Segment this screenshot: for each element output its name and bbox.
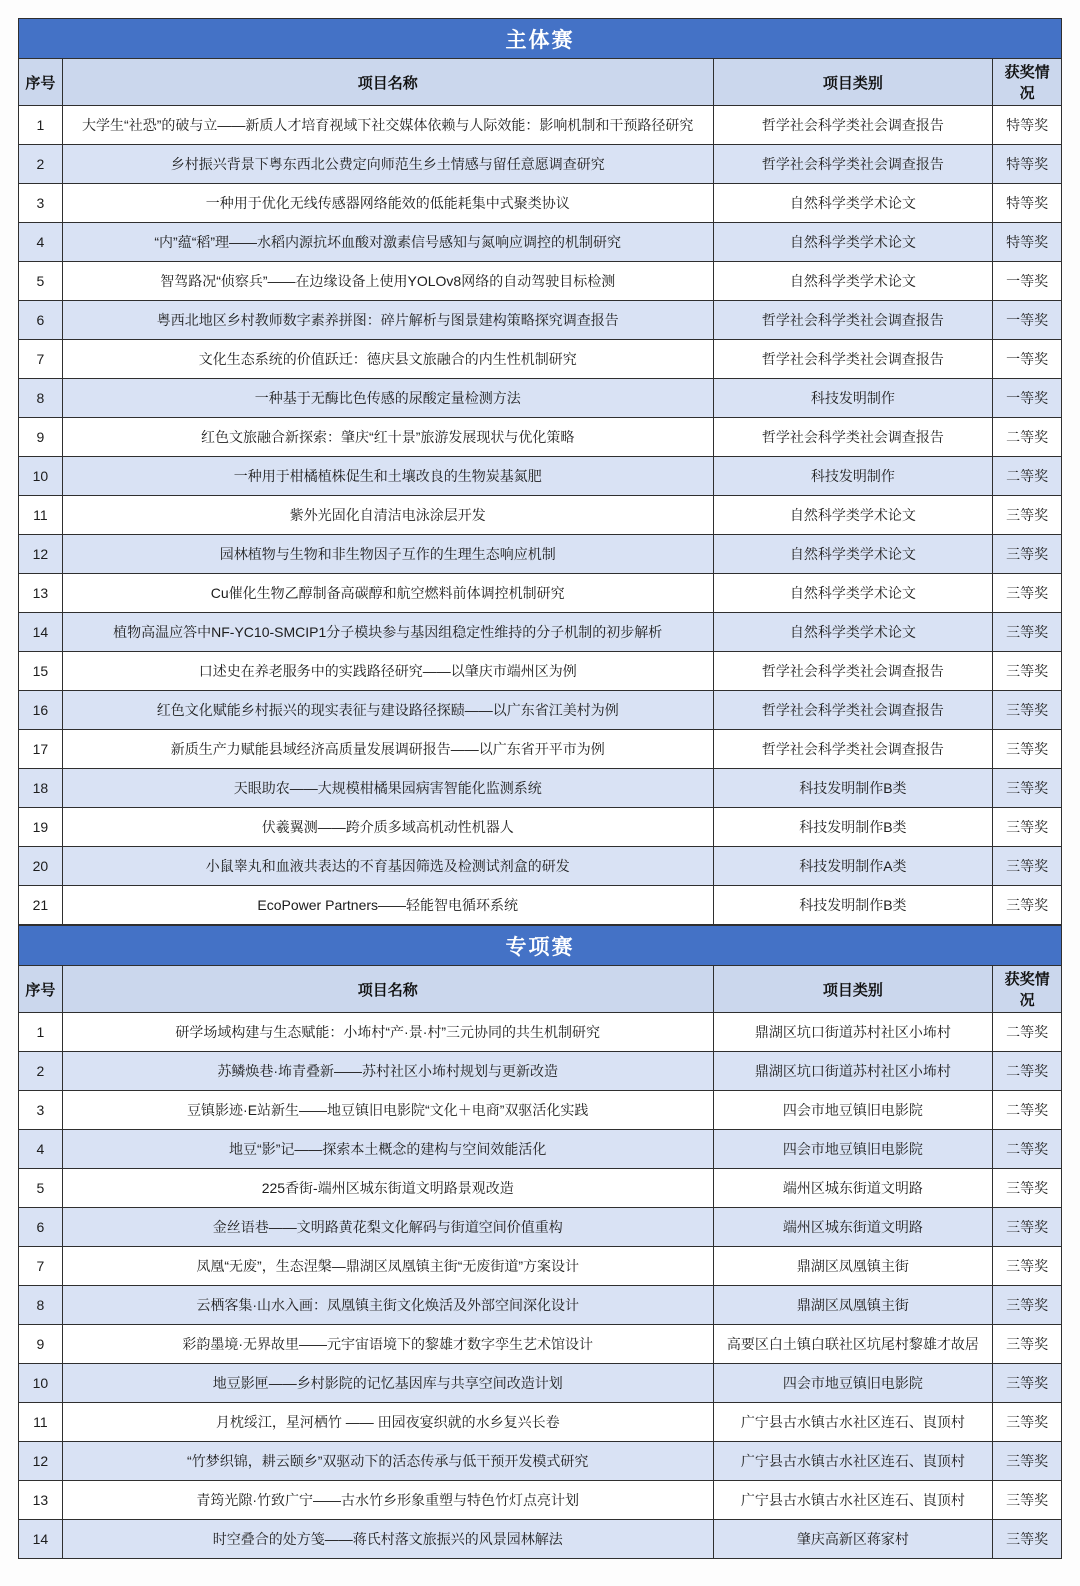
table-row [19,1481,1062,1520]
row-number-cell: 7 [19,1247,63,1286]
project-category-cell: 科技发明制作B类 [713,769,993,808]
row-number-cell: 9 [19,418,63,457]
award-cell: 三等奖 [993,691,1062,730]
award-cell: 二等奖 [993,1130,1062,1169]
project-name-cell: Cu催化生物乙醇制备高碳醇和航空燃料前体调控机制研究 [62,574,713,613]
project-category-cell: 自然科学类学术论文 [713,496,993,535]
project-category-cell: 哲学社会科学类社会调查报告 [713,301,993,340]
project-category-cell: 哲学社会科学类社会调查报告 [713,691,993,730]
project-name-cell: 彩韵墨境·无界故里——元宇宙语境下的黎雄才数字孪生艺术馆设计 [62,1325,713,1364]
project-category-cell: 四会市地豆镇旧电影院 [713,1091,993,1130]
column-header-award: 获奖情况 [993,966,1062,1013]
project-name-cell: 时空叠合的处方笺——蒋氏村落文旅振兴的风景园林解法 [62,1520,713,1559]
section-table-main [18,18,1062,925]
award-cell: 三等奖 [993,574,1062,613]
row-number-cell: 6 [19,1208,63,1247]
project-name-cell: 新质生产力赋能县域经济高质量发展调研报告——以广东省开平市为例 [62,730,713,769]
column-header-no: 序号 [19,966,63,1013]
project-category-cell: 自然科学类学术论文 [713,613,993,652]
project-category-cell: 科技发明制作 [713,457,993,496]
project-category-cell: 哲学社会科学类社会调查报告 [713,652,993,691]
project-name-cell: 金丝语巷——文明路黄花梨文化解码与街道空间价值重构 [62,1208,713,1247]
table-row [19,1052,1062,1091]
award-cell: 三等奖 [993,652,1062,691]
table-row [19,496,1062,535]
section-table-special [18,925,1062,1559]
project-category-cell: 四会市地豆镇旧电影院 [713,1130,993,1169]
row-number-cell: 3 [19,184,63,223]
project-name-cell: 云栖客集·山水入画：凤凰镇主街文化焕活及外部空间深化设计 [62,1286,713,1325]
table-row [19,847,1062,886]
project-name-cell: 伏羲翼测——跨介质多域高机动性机器人 [62,808,713,847]
row-number-cell: 17 [19,730,63,769]
award-cell: 三等奖 [993,1442,1062,1481]
project-name-cell: 乡村振兴背景下粤东西北公费定向师范生乡土情感与留任意愿调查研究 [62,145,713,184]
project-category-cell: 鼎湖区凤凰镇主街 [713,1247,993,1286]
project-category-cell: 科技发明制作 [713,379,993,418]
table-row [19,1208,1062,1247]
table-row [19,457,1062,496]
award-cell: 二等奖 [993,1091,1062,1130]
project-name-cell: 小鼠睾丸和血液共表达的不育基因筛选及检测试剂盒的研发 [62,847,713,886]
table-row [19,223,1062,262]
award-cell: 三等奖 [993,1520,1062,1559]
project-name-cell: 苏鳞焕巷·㘵青叠新——苏村社区小㘵村规划与更新改造 [62,1052,713,1091]
column-header-category: 项目类别 [713,966,993,1013]
project-name-cell: 月枕绥江，星河栖竹 —— 田园夜宴织就的水乡复兴长卷 [62,1403,713,1442]
project-name-cell: 植物高温应答中NF-YC10-SMCIP1分子模块参与基因组稳定性维持的分子机制的初步解析 [62,613,713,652]
column-header-award: 获奖情况 [993,59,1062,106]
project-name-cell: 凤凰“无废”，生态涅槃—鼎湖区凤凰镇主街“无废街道”方案设计 [62,1247,713,1286]
table-row [19,379,1062,418]
section-title: 主体赛 [19,19,1062,59]
project-name-cell: 粤西北地区乡村教师数字素养拼图：碎片解析与图景建构策略探究调查报告 [62,301,713,340]
project-category-cell: 广宁县古水镇古水社区连石、崀顶村 [713,1403,993,1442]
award-cell: 三等奖 [993,847,1062,886]
award-cell: 二等奖 [993,1013,1062,1052]
project-name-cell: 文化生态系统的价值跃迁：德庆县文旅融合的内生性机制研究 [62,340,713,379]
project-name-cell: “竹梦织锦，耕云颐乡”双驱动下的活态传承与低干预开发模式研究 [62,1442,713,1481]
project-category-cell: 哲学社会科学类社会调查报告 [713,145,993,184]
project-category-cell: 高要区白土镇白联社区坑尾村黎雄才故居 [713,1325,993,1364]
project-category-cell: 自然科学类学术论文 [713,223,993,262]
project-category-cell: 四会市地豆镇旧电影院 [713,1364,993,1403]
project-category-cell: 科技发明制作B类 [713,886,993,925]
row-number-cell: 2 [19,145,63,184]
table-row [19,1169,1062,1208]
award-cell: 三等奖 [993,1364,1062,1403]
award-cell: 一等奖 [993,379,1062,418]
row-number-cell: 13 [19,574,63,613]
row-number-cell: 15 [19,652,63,691]
row-number-cell: 21 [19,886,63,925]
table-row [19,1091,1062,1130]
table-row [19,652,1062,691]
project-category-cell: 鼎湖区凤凰镇主街 [713,1286,993,1325]
project-name-cell: 天眼助农——大规模柑橘果园病害智能化监测系统 [62,769,713,808]
row-number-cell: 1 [19,1013,63,1052]
table-row [19,1286,1062,1325]
award-cell: 特等奖 [993,223,1062,262]
award-cell: 一等奖 [993,262,1062,301]
project-name-cell: 智驾路况“侦察兵”——在边缘设备上使用YOLOv8网络的自动驾驶目标检测 [62,262,713,301]
award-cell: 二等奖 [993,1052,1062,1091]
row-number-cell: 5 [19,1169,63,1208]
column-header-category: 项目类别 [713,59,993,106]
row-number-cell: 8 [19,1286,63,1325]
project-name-cell: EcoPower Partners——轻能智电循环系统 [62,886,713,925]
award-cell: 三等奖 [993,886,1062,925]
award-cell: 三等奖 [993,1325,1062,1364]
project-name-cell: “内”蕴“稻”理——水稻内源抗坏血酸对激素信号感知与氮响应调控的机制研究 [62,223,713,262]
project-category-cell: 科技发明制作A类 [713,847,993,886]
project-category-cell: 鼎湖区坑口街道苏村社区小㘵村 [713,1013,993,1052]
row-number-cell: 14 [19,1520,63,1559]
project-category-cell: 广宁县古水镇古水社区连石、崀顶村 [713,1481,993,1520]
row-number-cell: 4 [19,223,63,262]
project-category-cell: 自然科学类学术论文 [713,184,993,223]
row-number-cell: 10 [19,1364,63,1403]
row-number-cell: 10 [19,457,63,496]
project-name-cell: 地豆“影”记——探索本土概念的建构与空间效能活化 [62,1130,713,1169]
row-number-cell: 7 [19,340,63,379]
row-number-cell: 12 [19,1442,63,1481]
award-cell: 特等奖 [993,184,1062,223]
row-number-cell: 13 [19,1481,63,1520]
project-name-cell: 大学生“社恐”的破与立——新质人才培育视域下社交媒体依赖与人际效能：影响机制和干预路径研究 [62,106,713,145]
project-name-cell: 一种用于柑橘植株促生和土壤改良的生物炭基氮肥 [62,457,713,496]
project-name-cell: 研学场域构建与生态赋能：小㘵村“产·景·村”三元协同的共生机制研究 [62,1013,713,1052]
row-number-cell: 2 [19,1052,63,1091]
column-header-row [19,59,1062,106]
section-banner-row [19,926,1062,966]
table-row [19,769,1062,808]
project-category-cell: 哲学社会科学类社会调查报告 [713,730,993,769]
award-cell: 三等奖 [993,730,1062,769]
project-name-cell: 225香街-端州区城东街道文明路景观改造 [62,1169,713,1208]
row-number-cell: 5 [19,262,63,301]
award-cell: 一等奖 [993,301,1062,340]
row-number-cell: 8 [19,379,63,418]
award-cell: 一等奖 [993,340,1062,379]
column-header-name: 项目名称 [62,59,713,106]
row-number-cell: 18 [19,769,63,808]
table-row [19,106,1062,145]
row-number-cell: 9 [19,1325,63,1364]
project-category-cell: 自然科学类学术论文 [713,262,993,301]
project-category-cell: 自然科学类学术论文 [713,535,993,574]
row-number-cell: 1 [19,106,63,145]
project-name-cell: 口述史在养老服务中的实践路径研究——以肇庆市端州区为例 [62,652,713,691]
table-row [19,340,1062,379]
award-cell: 二等奖 [993,457,1062,496]
award-cell: 二等奖 [993,418,1062,457]
project-name-cell: 红色文旅融合新探索：肇庆“红十景”旅游发展现状与优化策略 [62,418,713,457]
project-name-cell: 一种基于无酶比色传感的尿酸定量检测方法 [62,379,713,418]
table-row [19,691,1062,730]
award-cell: 三等奖 [993,1403,1062,1442]
table-row [19,613,1062,652]
column-header-name: 项目名称 [62,966,713,1013]
row-number-cell: 11 [19,496,63,535]
table-row [19,1364,1062,1403]
row-number-cell: 20 [19,847,63,886]
row-number-cell: 19 [19,808,63,847]
row-number-cell: 14 [19,613,63,652]
table-row [19,301,1062,340]
award-cell: 三等奖 [993,1208,1062,1247]
project-category-cell: 科技发明制作B类 [713,808,993,847]
project-name-cell: 青筠光隙·竹致广宁——古水竹乡形象重塑与特色竹灯点亮计划 [62,1481,713,1520]
project-name-cell: 豆镇影迹·E站新生——地豆镇旧电影院“文化＋电商”双驱活化实践 [62,1091,713,1130]
project-name-cell: 地豆影匣——乡村影院的记忆基因库与共享空间改造计划 [62,1364,713,1403]
project-category-cell: 哲学社会科学类社会调查报告 [713,418,993,457]
project-category-cell: 肇庆高新区蒋家村 [713,1520,993,1559]
project-name-cell: 园林植物与生物和非生物因子互作的生理生态响应机制 [62,535,713,574]
table-row [19,1247,1062,1286]
row-number-cell: 6 [19,301,63,340]
table-row [19,262,1062,301]
table-row [19,730,1062,769]
row-number-cell: 11 [19,1403,63,1442]
table-row [19,145,1062,184]
table-row [19,418,1062,457]
row-number-cell: 16 [19,691,63,730]
table-row [19,1130,1062,1169]
table-row [19,886,1062,925]
table-row [19,1520,1062,1559]
project-name-cell: 紫外光固化自清洁电泳涂层开发 [62,496,713,535]
award-cell: 三等奖 [993,1286,1062,1325]
column-header-no: 序号 [19,59,63,106]
award-cell: 三等奖 [993,769,1062,808]
award-cell: 三等奖 [993,1481,1062,1520]
award-cell: 三等奖 [993,613,1062,652]
award-cell: 三等奖 [993,1247,1062,1286]
project-category-cell: 端州区城东街道文明路 [713,1169,993,1208]
table-row [19,808,1062,847]
project-category-cell: 哲学社会科学类社会调查报告 [713,106,993,145]
table-row [19,184,1062,223]
row-number-cell: 4 [19,1130,63,1169]
project-category-cell: 哲学社会科学类社会调查报告 [713,340,993,379]
award-cell: 三等奖 [993,808,1062,847]
table-row [19,574,1062,613]
sections-host [18,18,1062,1559]
row-number-cell: 3 [19,1091,63,1130]
table-row [19,1442,1062,1481]
section-banner-row [19,19,1062,59]
table-row [19,1013,1062,1052]
column-header-row [19,966,1062,1013]
table-row [19,535,1062,574]
section-title: 专项赛 [19,926,1062,966]
project-category-cell: 端州区城东街道文明路 [713,1208,993,1247]
project-name-cell: 一种用于优化无线传感器网络能效的低能耗集中式聚类协议 [62,184,713,223]
award-cell: 三等奖 [993,1169,1062,1208]
project-category-cell: 鼎湖区坑口街道苏村社区小㘵村 [713,1052,993,1091]
row-number-cell: 12 [19,535,63,574]
table-row [19,1403,1062,1442]
award-cell: 特等奖 [993,106,1062,145]
award-cell: 三等奖 [993,496,1062,535]
project-category-cell: 广宁县古水镇古水社区连石、崀顶村 [713,1442,993,1481]
project-name-cell: 红色文化赋能乡村振兴的现实表征与建设路径探赜——以广东省江美村为例 [62,691,713,730]
award-cell: 特等奖 [993,145,1062,184]
table-row [19,1325,1062,1364]
award-cell: 三等奖 [993,535,1062,574]
project-category-cell: 自然科学类学术论文 [713,574,993,613]
